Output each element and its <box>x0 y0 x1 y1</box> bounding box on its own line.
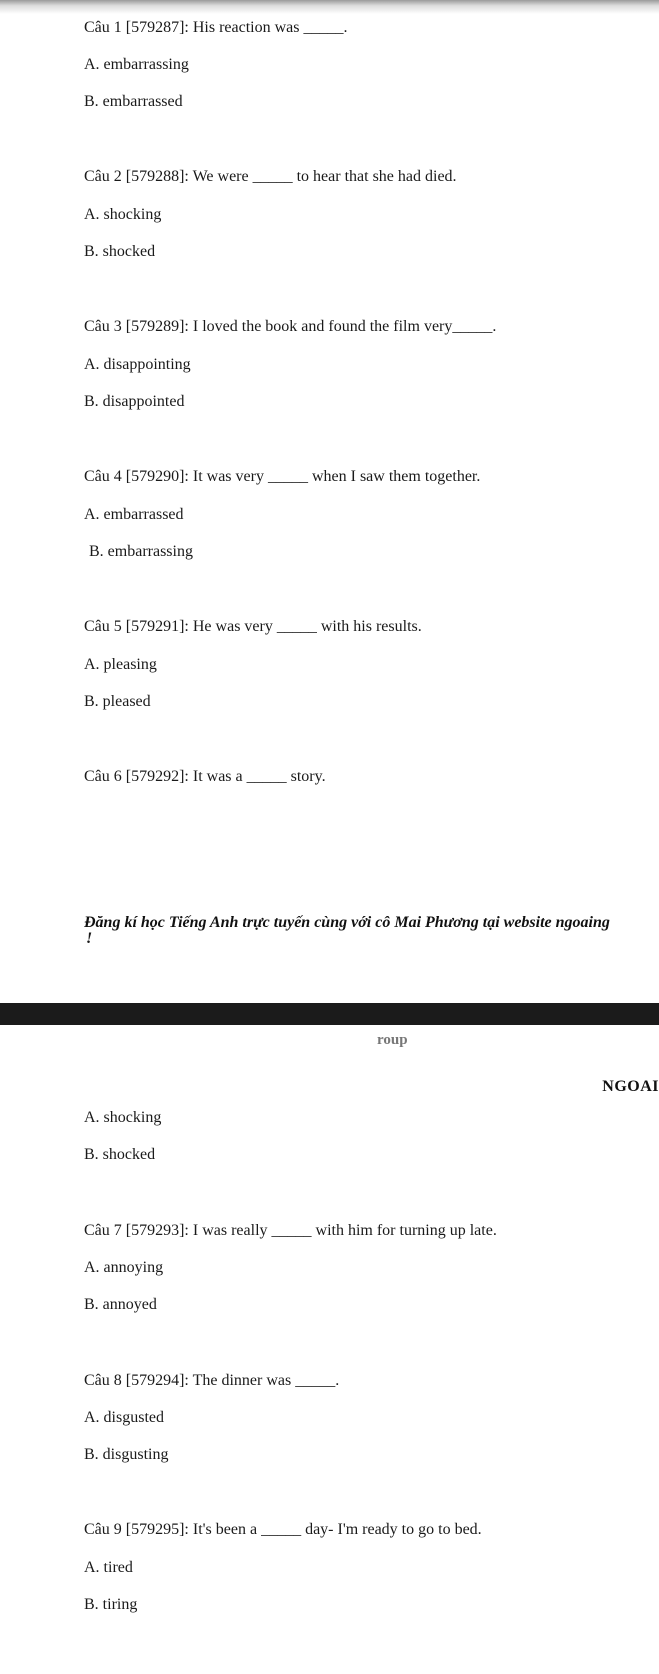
question-9: Câu 9 [579295]: It's been a _____ day- I'm ready to go to bed. <box>84 1521 482 1538</box>
question-2: Câu 2 [579288]: We were _____ to hear that she had died. <box>84 168 457 185</box>
question-8: Câu 8 [579294]: The dinner was _____. <box>84 1372 340 1389</box>
page-break-bar <box>0 1003 659 1025</box>
header-brand-fragment: NGOAI <box>602 1078 659 1095</box>
option-9a: A. tired <box>84 1559 133 1576</box>
option-5a: A. pleasing <box>84 656 157 673</box>
option-6a: A. shocking <box>84 1109 162 1126</box>
question-1: Câu 1 [579287]: His reaction was _____. <box>84 19 348 36</box>
option-8b: B. disgusting <box>84 1446 169 1463</box>
option-1a: A. embarrassing <box>84 56 189 73</box>
option-7b: B. annoyed <box>84 1296 157 1313</box>
option-3a: A. disappointing <box>84 356 191 373</box>
option-2b: B. shocked <box>84 243 156 260</box>
promo-footer-end: ! <box>86 930 93 947</box>
option-9b: B. tiring <box>84 1596 138 1613</box>
option-4b: B. embarrassing <box>89 543 193 560</box>
option-3b: B. disappointed <box>84 393 185 410</box>
option-6b: B. shocked <box>84 1146 156 1163</box>
option-1b: B. embarrassed <box>84 93 183 110</box>
option-8a: A. disgusted <box>84 1409 164 1426</box>
option-4a: A. embarrassed <box>84 506 184 523</box>
option-2a: A. shocking <box>84 206 162 223</box>
question-3: Câu 3 [579289]: I loved the book and found the film very_____. <box>84 318 497 335</box>
promo-footer-text: Đăng kí học Tiếng Anh trực tuyến cùng với cô Mai Phương tại website ngoaing <box>84 914 610 931</box>
question-6: Câu 6 [579292]: It was a _____ story. <box>84 768 326 785</box>
top-shadow <box>0 0 659 14</box>
header-group-fragment: roup <box>377 1032 408 1048</box>
question-7: Câu 7 [579293]: I was really _____ with him for turning up late. <box>84 1222 497 1239</box>
question-4: Câu 4 [579290]: It was very _____ when I saw them together. <box>84 468 481 485</box>
question-5: Câu 5 [579291]: He was very _____ with his results. <box>84 618 422 635</box>
option-5b: B. pleased <box>84 693 151 710</box>
option-7a: A. annoying <box>84 1259 164 1276</box>
